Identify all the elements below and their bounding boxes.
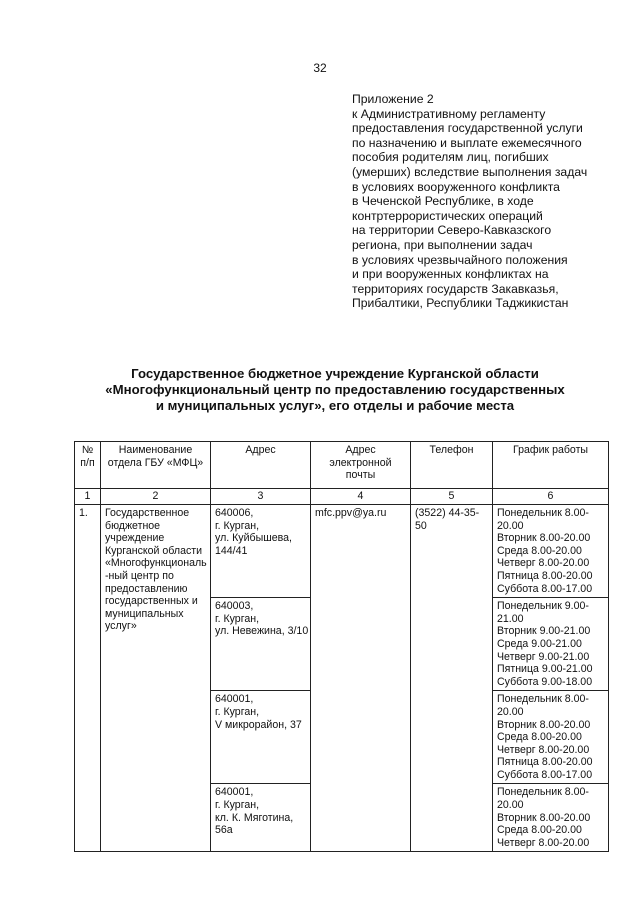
address-cell bbox=[211, 505, 311, 598]
address-line: 640001, bbox=[215, 786, 254, 799]
column-number: 6 bbox=[493, 489, 609, 505]
column-number-row bbox=[75, 489, 609, 505]
appendix-line: (умерших) вследствие выполнения задач bbox=[352, 164, 588, 179]
schedule-line: Вторник 8.00-20.00 bbox=[497, 718, 591, 731]
address-line: V микрорайон, 37 bbox=[215, 718, 302, 731]
appendix-line: в условиях вооруженного конфликта bbox=[352, 179, 560, 194]
column-number: 1 bbox=[75, 489, 101, 505]
schedule-line: Среда 8.00-20.00 bbox=[497, 544, 582, 557]
address-line: 640003, bbox=[215, 600, 254, 613]
schedule-line: 20.00 bbox=[497, 799, 524, 812]
schedule-line: Суббота 8.00-17.00 bbox=[497, 768, 593, 781]
schedule-line: Понедельник 8.00- bbox=[497, 693, 589, 706]
schedule-line: 20.00 bbox=[497, 519, 524, 532]
schedule-line: Понедельник 8.00- bbox=[497, 786, 589, 799]
address-cell bbox=[211, 784, 311, 852]
appendix-line: и при вооруженных конфликтах на bbox=[352, 267, 549, 282]
schedule-line: Четверг 8.00-20.00 bbox=[497, 557, 590, 570]
appendix-line: пособия родителям лиц, погибших bbox=[352, 150, 549, 165]
schedule-line: Пятница 9.00-21.00 bbox=[497, 663, 593, 676]
schedule-cell bbox=[493, 691, 609, 784]
schedule-line: Среда 8.00-20.00 bbox=[497, 824, 582, 837]
appendix-line: по назначению и выплате ежемесячного bbox=[352, 135, 582, 150]
address-line: 640001, bbox=[215, 693, 254, 706]
schedule-line: 21.00 bbox=[497, 612, 524, 625]
appendix-line: региона, при выполнении задач bbox=[352, 237, 533, 252]
schedule-line: Четверг 8.00-20.00 bbox=[497, 836, 590, 849]
header-phone: Телефон bbox=[411, 442, 493, 489]
address-line: 56а bbox=[215, 824, 233, 837]
document-title bbox=[60, 366, 610, 414]
appendix-line: на территории Северо-Кавказского bbox=[352, 223, 552, 238]
schedule-line: Суббота 9.00-18.00 bbox=[497, 675, 593, 688]
address-line: г. Курган, bbox=[215, 705, 260, 718]
schedule-line: Четверг 8.00-20.00 bbox=[497, 743, 590, 756]
column-number: 2 bbox=[101, 489, 211, 505]
address-line: ул. Невежина, 3/10 bbox=[215, 625, 309, 638]
column-number: 4 bbox=[311, 489, 411, 505]
header-num: № п/п bbox=[75, 442, 101, 489]
row-number: 1. bbox=[75, 505, 101, 852]
schedule-line: Суббота 8.00-17.00 bbox=[497, 582, 593, 595]
header-email: Адрес электронной почты bbox=[311, 442, 411, 489]
address-line: кл. К. Мяготина, bbox=[215, 811, 294, 824]
table-header-row bbox=[75, 442, 609, 489]
schedule-line: Среда 8.00-20.00 bbox=[497, 731, 582, 744]
schedule-line: Вторник 9.00-21.00 bbox=[497, 625, 591, 638]
schedule-line: Вторник 8.00-20.00 bbox=[497, 532, 591, 545]
column-number: 3 bbox=[211, 489, 311, 505]
header-address: Адрес bbox=[211, 442, 311, 489]
address-line: г. Курган, bbox=[215, 612, 260, 625]
page-number: 32 bbox=[313, 61, 327, 75]
schedule-line: Понедельник 8.00- bbox=[497, 507, 589, 519]
schedule-line: Вторник 8.00-20.00 bbox=[497, 811, 591, 824]
address-cell bbox=[211, 598, 311, 691]
header-name: Наименование отдела ГБУ «МФЦ» bbox=[101, 442, 211, 489]
appendix-header bbox=[352, 92, 612, 311]
offices-table bbox=[74, 441, 609, 852]
organization-name: Государственное бюджетное учреждение Курганской области «Многофункциональ -ный центр по предоставлению государственных и муниципальных услуг» bbox=[101, 505, 211, 852]
schedule-line: Среда 9.00-21.00 bbox=[497, 637, 582, 650]
header-schedule: График работы bbox=[493, 442, 609, 489]
address-line: 640006, bbox=[215, 507, 254, 519]
appendix-line: в условиях чрезвычайного положения bbox=[352, 252, 568, 267]
address-line: 144/41 bbox=[215, 544, 248, 557]
title-line: Государственное бюджетное учреждение Курганской области bbox=[131, 366, 539, 381]
schedule-line: Четверг 9.00-21.00 bbox=[497, 650, 590, 663]
schedule-line: Пятница 8.00-20.00 bbox=[497, 569, 593, 582]
address-line: ул. Куйбышева, bbox=[215, 532, 292, 545]
phone-cell: (3522) 44-35-50 bbox=[411, 505, 493, 852]
schedule-line: 20.00 bbox=[497, 705, 524, 718]
title-line: «Многофункциональный центр по предоставлению государственных bbox=[105, 382, 565, 397]
appendix-line: контртеррористических операций bbox=[352, 208, 543, 223]
appendix-line: Приложение 2 bbox=[352, 92, 434, 106]
schedule-cell bbox=[493, 505, 609, 598]
address-line: г. Курган, bbox=[215, 519, 260, 532]
title-line: и муниципальных услуг», его отделы и рабочие места bbox=[155, 398, 515, 413]
appendix-line: Прибалтики, Республики Таджикистан bbox=[352, 296, 569, 311]
appendix-line: в Чеченской Республике, в ходе bbox=[352, 194, 534, 209]
schedule-cell bbox=[493, 784, 609, 852]
schedule-line: Пятница 8.00-20.00 bbox=[497, 756, 593, 769]
schedule-line: Понедельник 9.00- bbox=[497, 600, 589, 613]
address-line: г. Курган, bbox=[215, 799, 260, 812]
appendix-line: территориях государств Закавказья, bbox=[352, 281, 559, 296]
appendix-line: предоставления государственной услуги bbox=[352, 121, 583, 136]
table-row bbox=[75, 505, 609, 598]
address-cell bbox=[211, 691, 311, 784]
schedule-cell bbox=[493, 598, 609, 691]
email-cell: mfc.ppv@ya.ru bbox=[311, 505, 411, 852]
appendix-line: к Административному регламенту bbox=[352, 106, 546, 121]
column-number: 5 bbox=[411, 489, 493, 505]
